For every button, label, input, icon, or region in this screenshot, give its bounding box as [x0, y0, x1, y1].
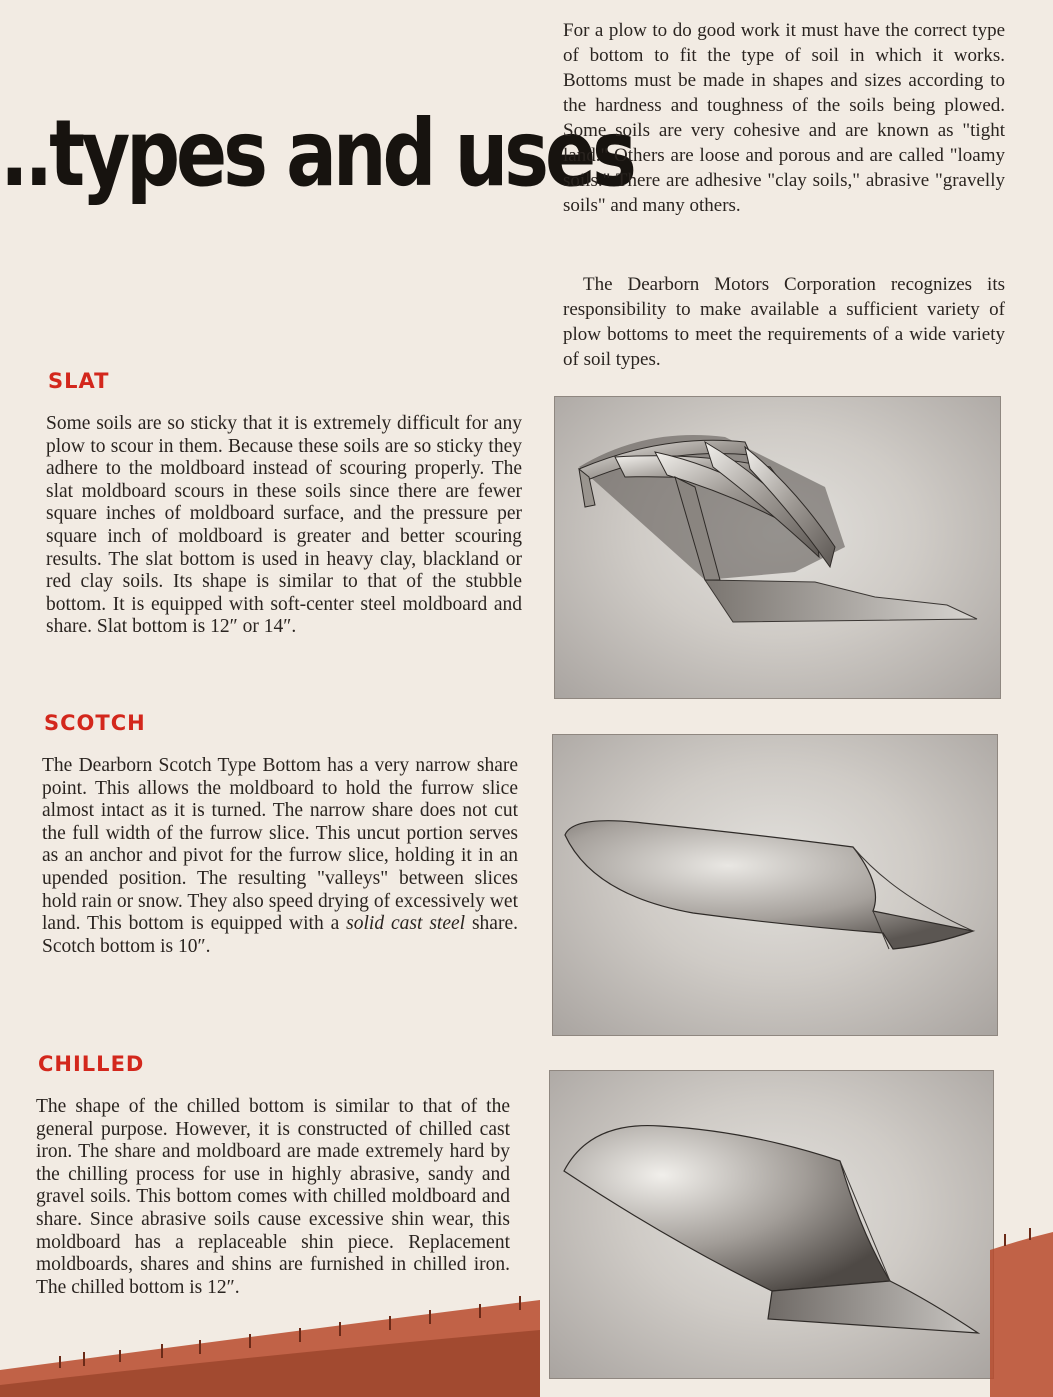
chilled-plow-icon [550, 1071, 993, 1378]
slat-section-body: Some soils are so sticky that it is extremely difficult for any plow to scour in them. Because these soils are so sticky they adhere to the moldboard instead of scouring properly. The slat moldboard scours in these soils since there are fewer square inches of moldboard surface, and the pressure per square inch of moldboard is greater and better scouring results. The slat bottom is used in heavy clay, blackland or red clay soils. Its shape is similar to that of the stubble bottom. It is equipped with soft-center steel moldboard and share. Slat bottom is 12″ or 14″. [46, 413, 522, 638]
intro-paragraph-1: For a plow to do good work it must have the correct type of bottom to fit the type of soil in which it works. Bottoms must be made in shapes and sizes according to the hardness and toughness of the soils being plowed. Some soils are very cohesive and are known as "tight land." Others are loose and porous and are called "loamy soils." There are adhesive "clay soils," abrasive "gravelly soils" and many others. [563, 20, 1005, 216]
scotch-body-text: The Dearborn Scotch Type Bottom has a very narrow share point. This allows the moldboard to hold the furrow slice almost intact as it is turned. The narrow share does not cut the full width of the furrow slice. This uncut portion serves as an anchor and pivot for the furrow slice, holding it in an upended position. The resulting "valleys" between slices hold rain or snow. They also speed drying of excessively wet land. This bottom is equipped with a [42, 755, 518, 935]
chilled-plow-bottom-photo [549, 1070, 994, 1379]
chilled-section-title: CHILLED [38, 1052, 145, 1076]
scotch-body-text-end: share. Scotch bottom is 10″. [42, 913, 518, 957]
scotch-section-title: SCOTCH [44, 711, 146, 735]
page-headline: ..types and uses [0, 100, 633, 207]
slat-plow-bottom-photo [554, 396, 1001, 699]
scotch-plow-icon [553, 735, 997, 1035]
intro-paragraph-2: The Dearborn Motors Corporation recognizes its responsibility to make available a sufficient variety of plow bottoms to meet the requirements of a wide variety of soil types. [563, 274, 1005, 370]
scotch-plow-bottom-photo [552, 734, 998, 1036]
scotch-body-emphasis: solid cast steel [346, 913, 466, 935]
scotch-section-body [42, 755, 518, 958]
chilled-section-body: The shape of the chilled bottom is similar to that of the general purpose. However, it is constructed of chilled cast iron. The share and moldboard are made extremely hard by the chilling process for use in highly abrasive, sandy and gravel soils. This bottom comes with chilled moldboard and share. Since abrasive soils cause excessive shin wear, this moldboard has a replaceable shin piece. Replacement moldboards, shares and shins are furnished in chilled iron. The chilled bottom is 12″. [36, 1096, 510, 1298]
slat-section-title: SLAT [48, 369, 110, 393]
slat-plow-icon [555, 397, 1000, 698]
